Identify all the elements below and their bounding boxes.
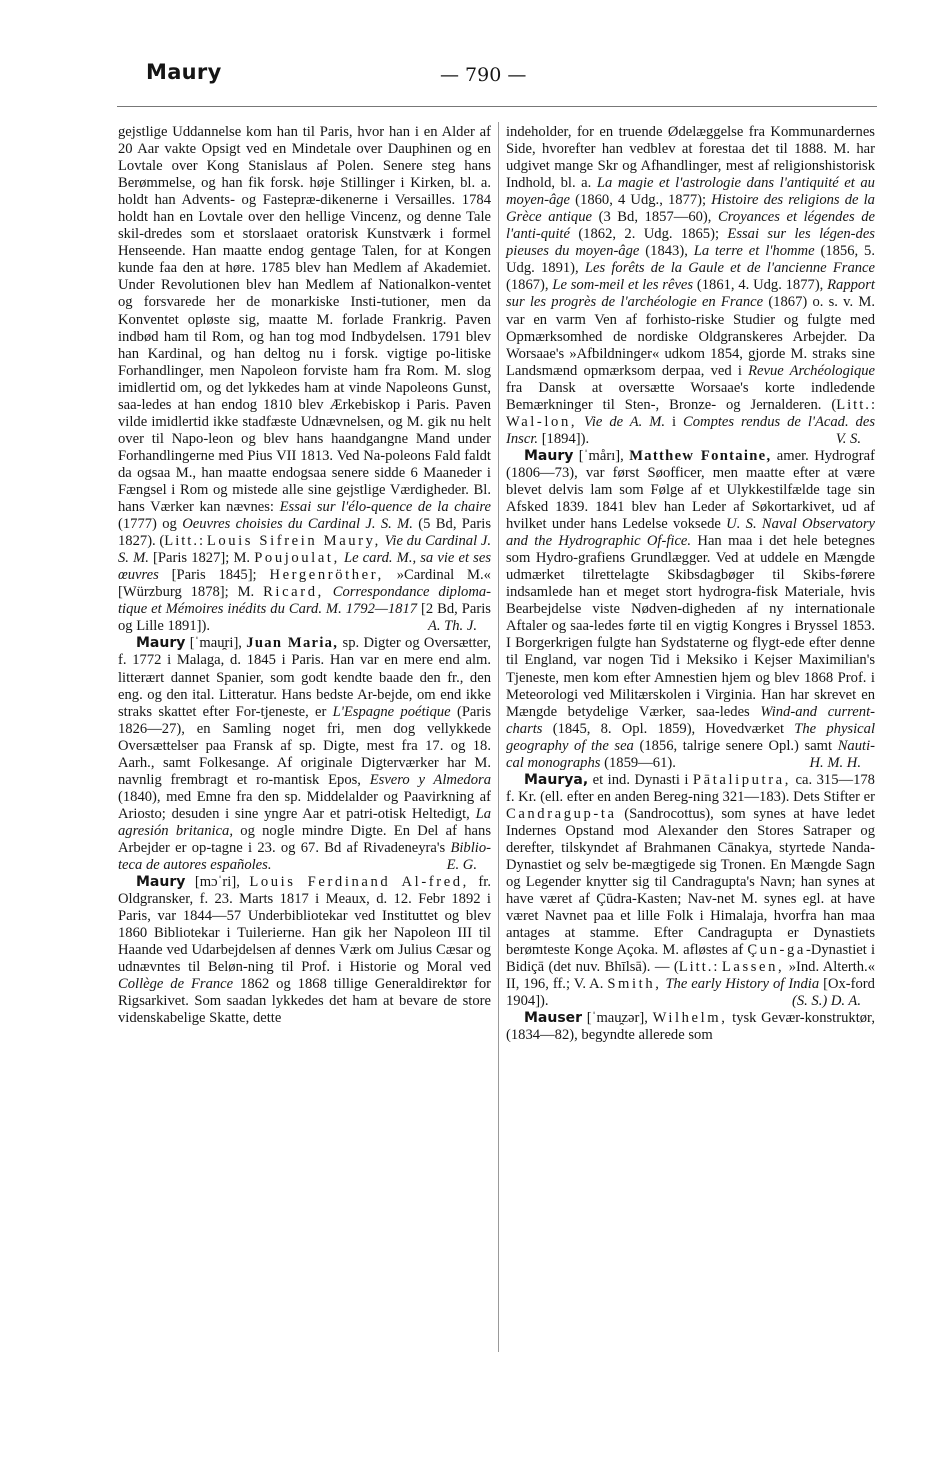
entry-headword: Maury xyxy=(136,874,186,891)
entry-mauser-wilhelm: Mauser [ˈmau̯zər], Wilhelm, tysk Gevær-konstruktør, (1834—82), begyndte allerede som xyxy=(506,1010,875,1044)
page-number: — 790 — xyxy=(440,64,527,86)
left-column xyxy=(118,124,491,1027)
author-signature: A. Th. J. xyxy=(427,618,477,635)
running-headword: Maury xyxy=(146,60,222,84)
entry-maury-matthew-fontaine: Maury [ˈmårı], Matthew Fontaine, amer. Hydrograf (1806—73), var først Søofficer, men maatte efter at være blevet delvis lam som Følge af et Ulykkestilfælde tage sin Afsked 1839. 1841 blev han Leder af Søkortarkivet, ud af hvilket under hans Ledelse voksede U. S. Naval Observatory and the Hydrographic Of-fice. Han maa i det hele betegnes som Hydro-grafiens Grundlægger. Ved at uddele en Mængde udmærket tilrettelagte Skibsdagbøger til Skibs-førere indsamlede han et meget stort hydrogra-fisk Materiale, hvis Bearbejdelse viste Nødven-digheden af ny internationale Aftaler og saa-ledes førte til en vigtig Kongres i Bryssel 1853. I Borgerkrigen fulgte han Sydstaterne og flygt-ede efter denne til England, var nogen Tid i Meksiko i Kejser Maximilian's Tjeneste, men kom efter Amnestien hjem og blev 1868 Prof. i Meteorologi ved Militærskolen i Virginia. Han har skrevet en Mængde betydelige Værker, saa-ledes Wind-and current-charts (1845, 8. Opl. 1859), Hovedværket The physical geography of the sea (1856, talrige senere Opl.) samt Nauti-cal monographs (1859—61). H. M. H. xyxy=(506,447,875,771)
author-signature: V. S. xyxy=(835,430,861,447)
entry-maury-louis-ferdinand-alfred: Maury [mɔˈri], Louis Ferdinand Al-fred, fr. Oldgransker, f. 23. Marts 1817 i Meaux, d. 12. Febr 1892 i Paris, var 1844—57 Underbibliotekar ved Instituttet og blev 1860 Bibliotekar i Tuilerierne. Han gik her Napoleon III til Haande ved Udarbejdelsen af dennes Værk om Julius Cæsar og udnævntes til Beløn-ning til Prof. i Historie og Moral ved Collège de France 1862 og 1868 tillige Generaldirektør for Rigsarkivet. Som saadan lykkedes det ham at bevare de store videnskabelige Skatte, dette xyxy=(118,874,492,1027)
entry-headword: Mauser xyxy=(524,1010,583,1027)
entry-headword: Maury xyxy=(524,447,574,464)
entry-maury-juan-maria: Maury [ˈmau̯ri], Juan Maria, sp. Digter og Oversætter, f. 1772 i Malaga, d. 1845 i Paris. Han var en mere end alm. litterært dannet Spanier, som godt kendte baade den fr., den eng. og den ital. Litteratur. Hans bedste Ar-bejde, om end ikke straks skattet efter For-tjeneste, er L'Espagne poétique (Paris 1826—27), en Samling noget fri, men dog vellykkede Oversættelser paa Fransk af sp. Digte, mest fra 17. og 18. Aarh., samt Folkesange. Af originale Digterværker har M. navnlig frembragt et ro-mantisk Epos, Esvero y Almedora (1840), med Emne fra den sp. Middelalder og Paavirkning af Ariosto; desuden i sine yngre Aar et patri-otisk Heltedigt, La agresión britanica, og nogle mindre Digte. En Del af hans Arbejder er op-tagne i 23. og 67. Bd af Rivadeneyra's Biblio-teca de autores españoles. E. G. xyxy=(118,635,492,874)
author-signature: H. M. H. xyxy=(809,754,861,771)
entry-headword: Maury xyxy=(136,635,186,652)
entry-maurya: Maurya, et ind. Dynasti i Pātaliputra, ca. 315—178 f. Kr. (ell. efter en anden Bereg-ning 321—183). Dets Stifter er Candragup-ta (Sandrocottus), som synes at have ledet Indernes Opstand mod Alexander den Stores Satraper og derefter, tilskyndet af Brahmanen Cānakya, styrtede Nanda-Dynastiet og selv be-mægtigede sig Tronen. En Mængde Sagn og Legender knytter sig til Candragupta's Navn; han synes at have været af Çūdra-Kasten; Nav-net M. synes egl. at have været Navnet paa et lille Folk i Himalaja, hvorfra han maa antages at stamme. Efter Candragupta er Dynastiets berømteste Konge Açoka. M. afløstes af Çun-ga-Dynastiet i Bidiçā (det nuv. Bhīlsā). — (Litt.: Lassen, »Ind. Alterth.« II, 196, ff.; V. A. Smith, The early History of India [Ox-ford 1904]). (S. S.) D. A. xyxy=(506,771,876,1010)
column-divider xyxy=(498,122,499,1352)
entry-headword: Maurya, xyxy=(524,771,589,788)
entry-maury-alfred-continued: indeholder, for en truende Ødelæggelse fra Kommunardernes Side, hvorefter han vedblev at forestaa det til 1888. M. har udgivet mange Skr og Afhandlinger, mest af religionshistorisk Indhold, bl. a. La magie et l'astrologie dans l'antiquité et au moyen-âge (1860, 4 Udg., 1877); Histoire des religions de la Grèce antique (3 Bd, 1857—60), Croyances et légendes de l'anti-quité (1862, 2. Udg. 1865); Essai sur les légen-des pieuses du moyen-âge (1843), La terre et l'homme (1856, 5. Udg. 1891), Les forêts de la Gaule et de l'ancienne France (1867), Le som-meil et les rêves (1861, 4. Udg. 1877), Rapport sur les progrès de l'archéologie en France (1867) o. s. v. M. var en varm Ven af forhisto-riske Studier og fulgte med Opmærksomhed de nordiske Oldgranskeres Arbejder. Da Worsaae's »Afbildninger« udkom 1854, gjorde M. straks sine Landsmænd opmærksom derpaa, ved i Revue Archéologique fra Dansk at oversætte Worsaae's korte indledende Bemærkninger til Sten-, Bronze- og Jernalderen. (Litt.: Wal-lon, Vie de A. M. i Comptes rendus de l'Acad. des Inscr. [1894]). V. S. xyxy=(506,124,876,447)
author-signature: E. G. xyxy=(446,857,477,874)
right-column xyxy=(506,124,875,1045)
page-header xyxy=(0,0,928,100)
entry-maury-louis-sifrein-continued: gejstlige Uddannelse kom han til Paris, hvor han i en Alder af 20 Aar vakte Opsigt ved en Mindetale over Dauphinen og en Lovtale over Kong Stanislaus af Polen. Senere steg hans Berømmelse, og han fik forsk. høje Stillinger i Kirken, bl. a. holdt han Advents- og Fastepræ-dikenerne i Versailles. 1784 holdt han en Lovtale over den hellige Vincenz, og denne Tale skil-dredes som et storslaaet oratorisk Kunstværk i formel Henseende. Han maatte endog gentage Talen, for at Kongen kunde faa den at høre. 1785 blev han Medlem af Akademiet. Under Revolutionen blev han Medlem af Nationalkon-ventet og forsvarede her de monarkiske Insti-tutioner, men da Konventet opløste sig, maatte M. forlade Frankrig. Paven indbød ham til Rom, og han tog mod Indbydelsen. 1791 blev han Kardinal, og han deltog nu i forsk. vigtige po-litiske Forhandlinger, men Napoleon forviste ham fra Rom. M. slog imidlertid om, og det lykkedes ham at vinde Napoleons Gunst, saa-ledes at han endog 1810 blev Ærkebiskop i Paris. Paven vilde imidlertid ikke stadfæste Udnævnelsen, og M. gik nu helt over til Napo-leon og blev hans haandgangne Mand under Forhandlingerne med Pius VII 1813. Ved Na-poleons Fald faldt da ogsaa M., han maatte endogsaa senere sidde 6 Maaneder i Fængsel i Rom og mistede alle sine gejstlige Værdigheder. Bl. hans Værker kan nævnes: Essai sur l'élo-quence de la chaire (1777) og Oeuvres choisies du Cardinal J. S. M. (5 Bd, Paris 1827). (Litt.: Louis Sifrein Maury, Vie du Cardinal J. S. M. [Paris 1827]; M. Poujoulat, Le card. M., sa vie et ses œuvres [Paris 1845]; Hergenröther, »Cardinal M.« [Würzburg 1878]; M. Ricard, Correspondance diploma-tique et Mémoires inédits du Card. M. 1792—1817 [2 Bd, Paris og Lille 1891]). A. Th. J. xyxy=(118,124,492,635)
header-rule xyxy=(117,106,877,107)
author-signature: (S. S.) D. A. xyxy=(791,993,861,1010)
